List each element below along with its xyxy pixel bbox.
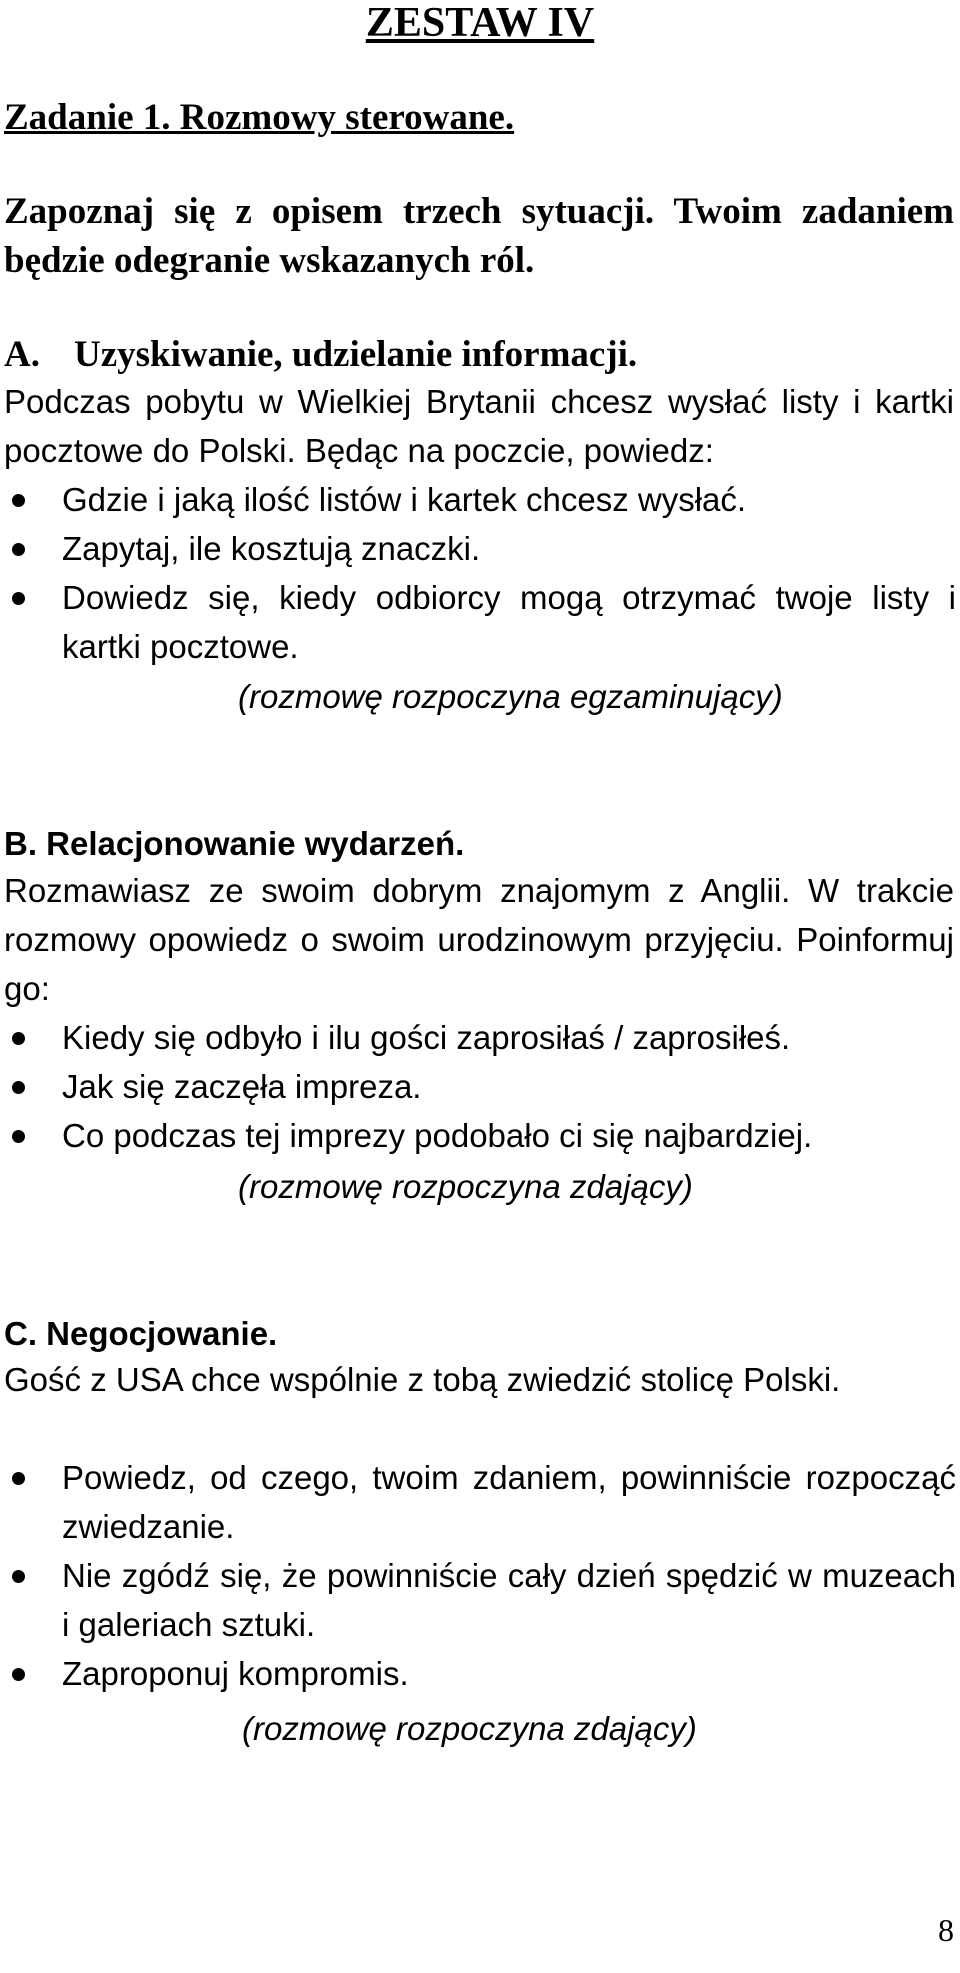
bullet-icon xyxy=(12,1081,25,1094)
section-c-text: Gość z USA chce wspólnie z tobą zwiedzić stolicę Polski. xyxy=(4,1361,841,1398)
list-item: Zaproponuj kompromis. xyxy=(0,1649,956,1698)
list-item: Kiedy się odbyło i ilu gości zaprosiłaś / zaprosiłeś. xyxy=(0,1013,956,1062)
bullet-icon xyxy=(12,1130,25,1143)
list-item: Powiedz, od czego, twoim zdaniem, powinniście rozpocząć zwiedzanie. xyxy=(0,1453,956,1551)
task-intro: Zapoznaj się z opisem trzech sytuacji. Twoim zadaniem będzie odegranie wskazanych ról. xyxy=(4,191,954,281)
section-a-note: (rozmowę rozpoczyna egzaminujący) xyxy=(238,678,783,715)
bullet-icon xyxy=(12,1668,25,1681)
bullet-icon xyxy=(12,494,25,507)
bullet-icon xyxy=(12,543,25,556)
bullet-icon xyxy=(12,1472,25,1485)
bullet-icon xyxy=(12,1570,25,1583)
section-c-heading: C. Negocjowanie. xyxy=(4,1315,278,1352)
list-item: Nie zgódź się, że powinniście cały dzień spędzić w muzeach i galeriach sztuki. xyxy=(0,1551,956,1649)
section-b-heading: B. Relacjonowanie wydarzeń. xyxy=(4,825,465,862)
list-item: Dowiedz się, kiedy odbiorcy mogą otrzymać twoje listy i kartki pocztowe. xyxy=(0,573,956,671)
list-item: Zapytaj, ile kosztują znaczki. xyxy=(0,524,956,573)
section-b-text: Rozmawiasz ze swoim dobrym znajomym z Anglii. W trakcie rozmowy opowiedz o swoim urodzinowym przyjęciu. Poinformuj go: xyxy=(4,872,954,1007)
section-a-heading xyxy=(4,333,637,377)
task-heading: Zadanie 1. Rozmowy sterowane. xyxy=(4,97,515,138)
list-item: Jak się zaczęła impreza. xyxy=(0,1062,956,1111)
page-number: 8 xyxy=(938,1912,954,1948)
section-c-note: (rozmowę rozpoczyna zdający) xyxy=(242,1710,697,1747)
page-title: ZESTAW IV xyxy=(365,0,595,46)
section-a-letter: A. xyxy=(4,334,40,375)
section-b-note: (rozmowę rozpoczyna zdający) xyxy=(238,1168,693,1205)
section-a-text: Podczas pobytu w Wielkiej Brytanii chcesz wysłać listy i kartki pocztowe do Polski. Będąc na poczcie, powiedz: xyxy=(4,383,954,469)
bullet-icon xyxy=(12,592,25,605)
section-c-bullets xyxy=(0,1453,956,1698)
section-a-bullets xyxy=(0,475,956,671)
bullet-icon xyxy=(12,1032,25,1045)
list-item: Co podczas tej imprezy podobało ci się najbardziej. xyxy=(0,1111,956,1160)
section-a-title: Uzyskiwanie, udzielanie informacji. xyxy=(74,334,638,375)
section-b-bullets xyxy=(0,1013,956,1160)
list-item: Gdzie i jaką ilość listów i kartek chcesz wysłać. xyxy=(0,475,956,524)
